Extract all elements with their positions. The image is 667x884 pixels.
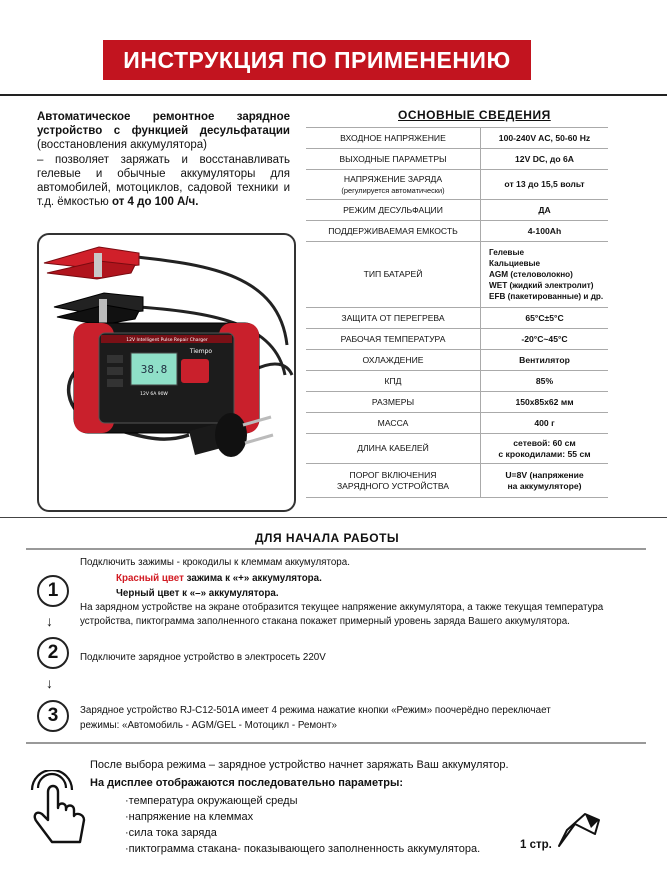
table-row — [306, 392, 608, 413]
list-item: ·сила тока заряда — [125, 827, 217, 839]
spec-key: ПОДДЕРЖИВАЕМАЯ ЕМКОСТЬ — [306, 221, 481, 242]
svg-text:38.8: 38.8 — [140, 363, 168, 376]
step-1-badge: 1 — [37, 575, 69, 607]
table-row — [306, 329, 608, 350]
intro-subheading: (восстановления аккумулятора) — [37, 139, 207, 152]
specs-title: ОСНОВНЫЕ СВЕДЕНИЯ — [398, 108, 551, 122]
spec-key: РАЗМЕРЫ — [306, 392, 481, 413]
spec-value: сетевой: 60 см с крокодилами: 55 см — [481, 434, 609, 464]
start-line4: устройства, пиктограмма заполненного стакана покажет примерный уровень заряда Вашего аккумулятора. — [80, 616, 570, 627]
spec-key: ДЛИНА КАБЕЛЕЙ — [306, 434, 481, 464]
table-row — [306, 308, 608, 329]
spec-key: ВЫХОДНЫЕ ПАРАМЕТРЫ — [306, 149, 481, 170]
table-row — [306, 221, 608, 242]
intro-heading: Автоматическое ремонтное зарядное устройство с функцией десульфатации — [37, 111, 290, 138]
svg-text:12V 6A 90W: 12V 6A 90W — [140, 392, 168, 397]
table-row — [306, 350, 608, 371]
table-row — [306, 413, 608, 434]
spec-value: ДА — [481, 200, 609, 221]
spec-value: 12V DC, до 6A — [481, 149, 609, 170]
header-rule — [0, 94, 667, 96]
table-row — [306, 371, 608, 392]
start-title: ДЛЯ НАЧАЛА РАБОТЫ — [255, 531, 400, 545]
spec-value: -20°С~45°С — [481, 329, 609, 350]
spec-value: от 13 до 15,5 вольт — [481, 170, 609, 200]
start-line1: Подключить зажимы - крокодилы к клеммам аккумулятора. — [80, 557, 350, 568]
charger-illustration — [39, 235, 294, 510]
start-line3: На зарядном устройстве на экране отобразится текущее напряжение аккумулятора, а также текущая температура — [80, 602, 604, 613]
spec-key: ЗАЩИТА ОТ ПЕРЕГРЕВА — [306, 308, 481, 329]
start-red-line: Красный цвет зажима к «+» аккумулятора. — [116, 573, 322, 584]
title-banner — [103, 40, 531, 80]
spec-value: 100-240V AC, 50-60 Hz — [481, 128, 609, 149]
spec-value: 150х85х62 мм — [481, 392, 609, 413]
page-turn-icon — [555, 810, 603, 855]
black-clamp-icon — [54, 293, 143, 325]
spec-value: 4-100Ah — [481, 221, 609, 242]
table-row — [306, 242, 608, 308]
arrow-down-icon: ↓ — [46, 675, 53, 691]
table-row — [306, 170, 608, 200]
start-underline — [26, 548, 646, 550]
spec-key: ВХОДНОЕ НАПРЯЖЕНИЕ — [306, 128, 481, 149]
page-title: ИНСТРУКЦИЯ ПО ПРИМЕНЕНИЮ — [123, 47, 511, 73]
step-2-badge: 2 — [37, 637, 69, 669]
step-2-text: Подключите зарядное устройство в электросеть 220V — [80, 652, 326, 663]
specs-table — [306, 127, 608, 498]
table-row — [306, 200, 608, 221]
spec-key: НАПРЯЖЕНИЕ ЗАРЯДА (регулируется автоматически) — [306, 170, 481, 200]
page-number: 1 стр. — [520, 839, 552, 851]
spec-key: ПОРОГ ВКЛЮЧЕНИЯ ЗАРЯДНОГО УСТРОЙСТВА — [306, 464, 481, 498]
spec-key: КПД — [306, 371, 481, 392]
tap-hand-icon — [24, 770, 94, 855]
product-image-frame — [37, 233, 296, 512]
spec-value-list: Гелевые Кальциевые AGM (стеловолокно) WET (жидкий электролит) EFB (пакетированные) и др. — [481, 242, 609, 308]
spec-key: ТИП БАТАРЕЙ — [306, 242, 481, 308]
bottom-line1: После выбора режима – зарядное устройство начнет заряжать Ваш аккумулятор. — [90, 759, 509, 771]
step-3-text-line2: режимы: «Автомобиль - AGM/GEL - Мотоцикл - Ремонт» — [80, 720, 337, 731]
red-clamp-icon — [44, 247, 139, 279]
list-item: ·напряжение на клеммах — [125, 811, 254, 823]
table-row — [306, 149, 608, 170]
spec-value: 400 г — [481, 413, 609, 434]
list-item: ·температура окружающей среды — [125, 795, 298, 807]
intro-capacity: от 4 до 100 А/ч. — [111, 196, 199, 209]
start-bottom-rule — [26, 742, 646, 744]
svg-text:12V Intelligent Pulse Repair C: 12V Intelligent Pulse Repair Charger — [126, 338, 208, 343]
intro-body: – позволяет заряжать и восстанавливать гелевые и обычные аккумуляторы для автомобилей, мотоциклов, садовой техники и т.д. ёмкостью — [37, 153, 290, 209]
arrow-down-icon: ↓ — [46, 613, 53, 629]
section-rule — [0, 517, 667, 518]
table-row — [306, 434, 608, 464]
start-black-line: Черный цвет к «–» аккумулятора. — [116, 588, 279, 599]
svg-text:Tiempo: Tiempo — [189, 348, 213, 355]
spec-value: U=8V (напряжение на аккумуляторе) — [481, 464, 609, 498]
spec-key: РЕЖИМ ДЕСУЛЬФАЦИИ — [306, 200, 481, 221]
step-3-text-line1: Зарядное устройство RJ-C12-501A имеет 4 режима нажатие кнопки «Режим» поочерёдно переключает — [80, 705, 551, 716]
spec-value: 85% — [481, 371, 609, 392]
spec-value: 65°С±5°С — [481, 308, 609, 329]
table-row — [306, 464, 608, 498]
list-item: ·пиктограмма стакана- показывающего заполненность аккумулятора. — [125, 843, 481, 855]
intro-text — [37, 110, 290, 209]
spec-key: ОХЛАЖДЕНИЕ — [306, 350, 481, 371]
spec-value: Вентилятор — [481, 350, 609, 371]
table-row — [306, 128, 608, 149]
bottom-line2: На дисплее отображаются последовательно параметры: — [90, 777, 404, 789]
spec-key: МАССА — [306, 413, 481, 434]
spec-key: РАБОЧАЯ ТЕМПЕРАТУРА — [306, 329, 481, 350]
step-3-badge: 3 — [37, 700, 69, 732]
